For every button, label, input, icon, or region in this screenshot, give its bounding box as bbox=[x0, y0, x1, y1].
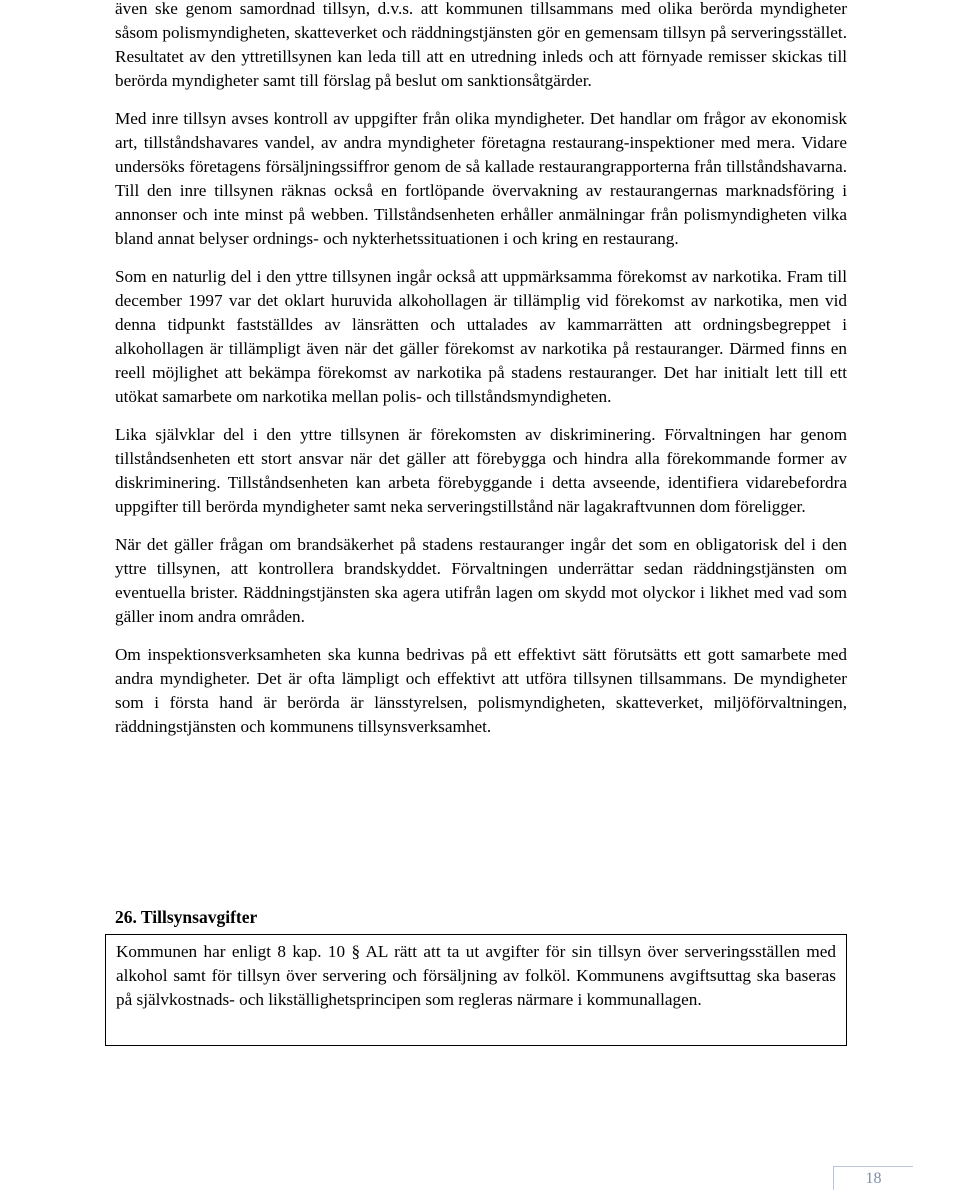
paragraph-internal-inspection: Med inre tillsyn avses kontroll av uppgifter från olika myndigheter. Det handlar om frågor av ekonomisk art, tillståndshavares vandel, av andra myndigheter företagna restaurang-inspektioner med mera. Vidare undersöks företagens försäljningssiffror genom de så kallade restaurangrapporterna från tillståndshavarna. Till den inre tillsynen räknas också en fortlöpande övervakning av restaurangernas marknadsföring i annonser och inte minst på webben. Tillståndsenheten erhåller anmälningar från polismyndigheten vilka bland annat belyser ordnings- och nykterhetssituationen i och kring en restaurang. bbox=[115, 109, 847, 248]
paragraph-joint-inspection: även ske genom samordnad tillsyn, d.v.s. att kommunen tillsammans med olika berörda myndigheter såsom polismyndigheten, skatteverket och räddningstjänsten gör en gemensam tillsyn på serveringsstället. Resultatet av den yttretillsynen kan leda till att en utredning inleds och att förnyade remisser skickas till berörda myndigheter samt till förslag på beslut om sanktionsåtgärder. bbox=[115, 0, 847, 90]
fee-info-box bbox=[105, 934, 847, 1046]
document-body bbox=[115, 0, 847, 739]
section-heading: 26. Tillsynsavgifter bbox=[115, 907, 258, 927]
paragraph-narcotics: Som en naturlig del i den yttre tillsynen ingår också att uppmärksamma förekomst av narkotika. Fram till december 1997 var det oklart huruvida alkohollagen är tillämplig vid förekomst av narkotika, men vid denna tidpunkt fastställdes av länsrätten och uttalades av kammarrätten att ordningsbegreppet i alkohollagen är tillämpligt även när det gäller förekomst av narkotika på restauranger. Därmed finns en reell möjlighet att bekämpa förekomst av narkotika på stadens restauranger. Det har initialt lett till ett utökat samarbete om narkotika mellan polis- och tillståndsmyndigheten. bbox=[115, 267, 847, 406]
paragraph-fire-safety: När det gäller frågan om brandsäkerhet på stadens restauranger ingår det som en obligatorisk del i den yttre tillsynen, att kontrollera brandskyddet. Förvaltningen underrättar sedan räddningstjänsten om eventuella brister. Räddningstjänsten ska agera utifrån lagen om skydd mot olyckor i likhet med vad som gäller inom andra områden. bbox=[115, 535, 847, 626]
paragraph-cooperation: Om inspektionsverksamheten ska kunna bedrivas på ett effektivt sätt förutsätts ett gott samarbete med andra myndigheter. Det är ofta lämpligt och effektivt att utföra tillsynen tillsammans. De myndigheter som i första hand är berörda är länsstyrelsen, polismyndigheten, skatteverket, miljöförvaltningen, räddningstjänsten och kommunens tillsynsverksamhet. bbox=[115, 645, 847, 736]
page-number: 18 bbox=[833, 1166, 913, 1190]
fee-info-text: Kommunen har enligt 8 kap. 10 § AL rätt att ta ut avgifter för sin tillsyn över serveringsställen med alkohol samt för tillsyn över servering och försäljning av folköl. Kommunens avgiftsuttag ska baseras på självkostnads- och likställighetsprincipen som regleras närmare i kommunallagen. bbox=[116, 942, 836, 1009]
paragraph-discrimination: Lika självklar del i den yttre tillsynen är förekomsten av diskriminering. Förvaltningen har genom tillståndsenheten ett stort ansvar när det gäller att förebygga och hindra alla förekommande former av diskriminering. Tillståndsenheten kan arbeta förebyggande i detta avseende, identifiera vidarebefordra uppgifter till berörda myndigheter samt neka serveringstillstånd när lagakraftvunnen dom föreligger. bbox=[115, 425, 847, 516]
